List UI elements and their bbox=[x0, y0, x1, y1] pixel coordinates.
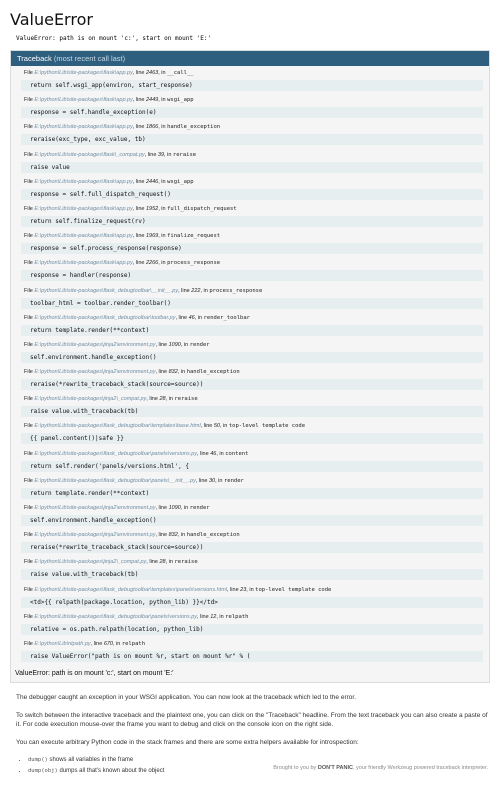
frame-source-line[interactable]: {{ panel.content()|safe }} bbox=[21, 433, 483, 444]
frame-function: top-level template code bbox=[228, 423, 306, 430]
frame-source-line[interactable]: response = handler(response) bbox=[21, 270, 483, 281]
frame-function: handle_exception bbox=[167, 124, 221, 131]
frame-function: full_dispatch_request bbox=[167, 205, 237, 212]
frame-line-number: 28 bbox=[159, 559, 166, 566]
explanation-p1: The debugger caught an exception in your WSGI application. You can now look at the traceback which led to the error. bbox=[16, 694, 357, 702]
frame-location: File E:\python\Lib\site-packages\jinja2\environment.py, line 1090, in render bbox=[24, 505, 210, 511]
traceback-frame bbox=[21, 396, 483, 417]
explanation bbox=[16, 693, 490, 776]
traceback-frame bbox=[21, 260, 483, 281]
frame-location: File E:\python\Lib\site-packages\flask\app.py, line 1952, in full_dispatch_request bbox=[24, 205, 237, 212]
traceback-frame bbox=[21, 451, 483, 472]
traceback-frame bbox=[21, 124, 483, 145]
explanation-p3: You can execute arbitrary Python code in the stack frames and there are some extra helpers available for introspection: bbox=[16, 739, 359, 747]
frame-function: render_toolbar bbox=[203, 314, 250, 321]
frame-filename: E:\python\Lib\site-packages\jinja2\environment.py bbox=[34, 532, 156, 539]
frame-source-line[interactable]: reraise(exc_type, exc_value, tb) bbox=[21, 134, 483, 145]
frame-location: File E:\python\Lib\site-packages\flask_debugtoolbar\panels\versions.py, line 12, in relpath bbox=[24, 613, 249, 620]
frame-source-line[interactable]: reraise(*rewrite_traceback_stack(source=source)) bbox=[21, 379, 483, 390]
frame-function: wsgi_app bbox=[167, 97, 194, 104]
frame-line-number: 832 bbox=[168, 369, 178, 376]
error-message: ValueError: path is on mount 'c:', start on mount 'E:' bbox=[16, 35, 212, 42]
frame-source-line[interactable]: return self.finalize_request(rv) bbox=[21, 216, 483, 227]
frame-location: File E:\python\Lib\site-packages\flask_debugtoolbar\toolbar.py, line 46, in render_toolbar bbox=[24, 314, 250, 321]
frame-filename: E:\python\Lib\site-packages\flask_debugtoolbar\toolbar.py bbox=[34, 314, 176, 321]
frame-filename: E:\python\Lib\site-packages\jinja2\environment.py bbox=[34, 369, 156, 376]
frame-source-line[interactable]: relative = os.path.relpath(location, python_lib) bbox=[21, 624, 483, 635]
frame-line-number: 1866 bbox=[146, 124, 159, 131]
helper-text: shows all variables in the frame bbox=[49, 757, 134, 764]
frame-source-line[interactable]: raise value bbox=[21, 162, 483, 173]
frame-source-line[interactable]: response = self.full_dispatch_request() bbox=[21, 189, 483, 200]
footer bbox=[273, 765, 488, 771]
frame-filename: E:\python\Lib\ntpath.py bbox=[34, 640, 91, 647]
frame-location: File E:\python\Lib\site-packages\flask_debugtoolbar\__init__.py, line 222, in process_response bbox=[24, 287, 263, 294]
traceback-frame bbox=[21, 70, 483, 91]
frame-location: File E:\python\Lib\ntpath.py, line 670, in relpath bbox=[24, 640, 146, 647]
frame-function: reraise bbox=[172, 151, 197, 158]
frame-source-line[interactable]: response = self.process_response(response) bbox=[21, 243, 483, 254]
frame-line-number: 46 bbox=[188, 314, 195, 321]
frame-location: File E:\python\Lib\site-packages\flask_debugtoolbar\templates\base.html, line 50, in top-level template code bbox=[24, 423, 306, 430]
traceback-header-sub: (most recent call last) bbox=[53, 54, 126, 63]
frame-filename: E:\python\Lib\site-packages\flask_debugtoolbar\__init__.py bbox=[34, 287, 179, 294]
traceback-frame bbox=[21, 97, 483, 118]
frame-function: render bbox=[189, 341, 210, 348]
explanation-p2: To switch between the interactive traceback and the plaintext one, you can click on the "Traceback" headline. From the text traceback you can also create a paste of it. For code execution mouse-over the frame you want to debug and click on the console icon on the right side. bbox=[16, 712, 488, 729]
traceback-header-label: Traceback bbox=[17, 54, 52, 63]
frame-filename: E:\python\Lib\site-packages\flask_debugtoolbar\templates\base.html bbox=[34, 423, 201, 430]
frame-location: File E:\python\Lib\site-packages\jinja2\_compat.py, line 28, in reraise bbox=[24, 559, 198, 566]
frame-source-line[interactable]: self.environment.handle_exception() bbox=[21, 515, 483, 526]
frame-filename: E:\python\Lib\site-packages\flask\app.py bbox=[34, 260, 133, 267]
traceback-frame bbox=[21, 369, 483, 390]
frame-line-number: 1090 bbox=[168, 505, 181, 511]
frame-location: File E:\python\Lib\site-packages\jinja2\environment.py, line 832, in handle_exception bbox=[24, 532, 240, 539]
frame-function: relpath bbox=[225, 613, 249, 620]
traceback-frame bbox=[21, 152, 483, 173]
frame-function: content bbox=[225, 450, 249, 457]
footer-brand[interactable]: DON'T PANIC bbox=[317, 765, 353, 771]
frame-filename: E:\python\Lib\site-packages\jinja2\environment.py bbox=[34, 505, 156, 511]
frame-line-number: 2463 bbox=[146, 70, 159, 76]
frame-location: File E:\python\Lib\site-packages\jinja2\environment.py, line 1090, in render bbox=[24, 341, 210, 348]
frame-function: finalize_request bbox=[167, 233, 221, 240]
frame-source-line[interactable]: toolbar_html = toolbar.render_toolbar() bbox=[21, 298, 483, 309]
frame-line-number: 39 bbox=[157, 151, 165, 158]
traceback-frame bbox=[21, 179, 483, 200]
traceback-frame bbox=[21, 505, 483, 526]
traceback-frame bbox=[21, 478, 483, 499]
frame-filename: E:\python\Lib\site-packages\flask_debugtoolbar\panels\versions.py bbox=[34, 613, 198, 620]
traceback-frame bbox=[21, 614, 483, 635]
frame-source-line[interactable]: return template.render(**context) bbox=[21, 488, 483, 499]
traceback-panel bbox=[10, 50, 490, 683]
helper-code: dump(obj) bbox=[28, 768, 58, 775]
frame-function: handle_exception bbox=[186, 532, 240, 539]
traceback-frame bbox=[21, 423, 483, 444]
frame-filename: E:\python\Lib\site-packages\flask\app.py bbox=[34, 233, 133, 240]
traceback-frame bbox=[21, 288, 483, 309]
frame-filename: E:\python\Lib\site-packages\flask_debugtoolbar\templates\panels\versions.html bbox=[34, 586, 228, 593]
traceback-frame bbox=[21, 233, 483, 254]
footer-suffix: , your friendly Werkzeug powered traceback interpreter. bbox=[352, 765, 488, 771]
frame-source-line[interactable]: return self.render('panels/versions.html', { bbox=[21, 461, 483, 472]
helper-code: dump() bbox=[28, 757, 48, 764]
frame-location: File E:\python\Lib\site-packages\flask_debugtoolbar\panels\versions.py, line 46, in content bbox=[24, 450, 249, 457]
frame-source-line[interactable]: raise value.with_traceback(tb) bbox=[21, 406, 483, 417]
frame-line-number: 1952 bbox=[146, 205, 159, 212]
traceback-frame bbox=[21, 587, 483, 608]
frame-source-line[interactable]: return template.render(**context) bbox=[21, 325, 483, 336]
frame-filename: E:\python\Lib\site-packages\flask\app.py bbox=[34, 178, 133, 185]
exception-line: ValueError: path is on mount 'c:', start on mount 'E:' bbox=[15, 670, 174, 678]
traceback-frame bbox=[21, 532, 483, 553]
frame-function: reraise bbox=[174, 559, 198, 566]
frame-line-number: 2449 bbox=[146, 97, 159, 104]
footer-prefix: Brought to you by bbox=[273, 765, 317, 771]
frame-function: wsgi_app bbox=[167, 178, 194, 185]
frame-filename: E:\python\Lib\site-packages\jinja2\environment.py bbox=[34, 341, 156, 348]
frame-function: __call__ bbox=[167, 70, 194, 76]
frame-line-number: 12 bbox=[210, 613, 217, 620]
frame-function: relpath bbox=[121, 640, 146, 647]
frame-function: render bbox=[224, 477, 244, 484]
frame-function: process_response bbox=[167, 260, 221, 267]
traceback-frame bbox=[21, 559, 483, 580]
frame-line-number: 46 bbox=[210, 450, 217, 457]
frame-line-number: 1969 bbox=[146, 233, 159, 240]
frame-location: File E:\python\Lib\site-packages\flask_debugtoolbar\panels\__init__.py, line 30, in render bbox=[24, 477, 244, 484]
traceback-frame bbox=[21, 641, 483, 662]
frame-line-number: 670 bbox=[103, 640, 113, 647]
traceback-frame bbox=[21, 206, 483, 227]
frame-function: process_response bbox=[209, 287, 263, 294]
frame-location: File E:\python\Lib\site-packages\flask\app.py, line 1866, in handle_exception bbox=[24, 124, 221, 131]
frame-line-number: 1090 bbox=[168, 341, 181, 348]
frame-line-number: 23 bbox=[240, 586, 247, 593]
frame-filename: E:\python\Lib\site-packages\flask\app.py bbox=[34, 124, 133, 131]
frame-line-number: 50 bbox=[213, 423, 220, 430]
traceback-frame bbox=[21, 315, 483, 336]
frame-filename: E:\python\Lib\site-packages\flask\app.py bbox=[34, 70, 133, 76]
frame-line-number: 28 bbox=[159, 396, 166, 403]
frame-location: File E:\python\Lib\site-packages\flask\app.py, line 2266, in process_response bbox=[24, 260, 221, 267]
helper-text: dumps all that's known about the object bbox=[59, 768, 165, 775]
frame-location: File E:\python\Lib\site-packages\jinja2\environment.py, line 832, in handle_exception bbox=[24, 369, 240, 376]
frame-function: reraise bbox=[174, 396, 198, 403]
traceback-header[interactable] bbox=[11, 51, 489, 66]
frame-location: File E:\python\Lib\site-packages\flask\app.py, line 2446, in wsgi_app bbox=[24, 178, 194, 185]
helper-item bbox=[28, 756, 490, 765]
frame-filename: E:\python\Lib\site-packages\flask_debugtoolbar\panels\versions.py bbox=[34, 450, 198, 457]
frame-location: File E:\python\Lib\site-packages\flask\app.py, line 1969, in finalize_request bbox=[24, 233, 221, 240]
page-title: ValueError bbox=[10, 10, 93, 29]
frame-location: File E:\python\Lib\site-packages\flask\app.py, line 2449, in wsgi_app bbox=[24, 97, 194, 104]
frame-source-line[interactable]: raise value.with_traceback(tb) bbox=[21, 569, 483, 580]
frame-source-line[interactable]: return self.wsgi_app(environ, start_response) bbox=[21, 80, 483, 91]
frame-source-line[interactable]: response = self.handle_exception(e) bbox=[21, 107, 483, 118]
frame-filename: E:\python\Lib\site-packages\flask\app.py bbox=[34, 205, 133, 212]
frame-source-line[interactable]: <td>{{ relpath(package.location, python_lib) }}</td> bbox=[21, 597, 483, 608]
frame-function: handle_exception bbox=[186, 369, 240, 376]
frame-source-line[interactable]: reraise(*rewrite_traceback_stack(source=source)) bbox=[21, 542, 483, 553]
frame-source-line[interactable]: raise ValueError("path is on mount %r, start on mount %r" % ( bbox=[21, 651, 483, 662]
frames-list bbox=[11, 70, 489, 662]
frame-filename: E:\python\Lib\site-packages\jinja2\_compat.py bbox=[34, 559, 147, 566]
frame-location: File E:\python\Lib\site-packages\flask\app.py, line 2463, in __call__ bbox=[24, 70, 194, 76]
frame-line-number: 222 bbox=[191, 287, 201, 294]
frame-function: top-level template code bbox=[255, 586, 332, 593]
frame-location: File E:\python\Lib\site-packages\flask_debugtoolbar\templates\panels\versions.html, line 23, in top-level template code bbox=[24, 586, 332, 593]
frame-line-number: 30 bbox=[209, 477, 216, 484]
frame-function: render bbox=[189, 505, 210, 511]
frame-line-number: 832 bbox=[168, 532, 178, 539]
frame-filename: E:\python\Lib\site-packages\jinja2\_compat.py bbox=[34, 396, 147, 403]
frame-filename: E:\python\Lib\site-packages\flask\_compat.py bbox=[34, 151, 145, 158]
frame-line-number: 2266 bbox=[146, 260, 159, 267]
frame-location: File E:\python\Lib\site-packages\jinja2\_compat.py, line 28, in reraise bbox=[24, 396, 198, 403]
frame-filename: E:\python\Lib\site-packages\flask_debugtoolbar\panels\__init__.py bbox=[34, 477, 196, 484]
frame-location: File E:\python\Lib\site-packages\flask\_compat.py, line 39, in reraise bbox=[24, 151, 197, 158]
frame-filename: E:\python\Lib\site-packages\flask\app.py bbox=[34, 97, 133, 104]
frame-line-number: 2446 bbox=[146, 178, 159, 185]
traceback-frame bbox=[21, 342, 483, 363]
frame-source-line[interactable]: self.environment.handle_exception() bbox=[21, 352, 483, 363]
